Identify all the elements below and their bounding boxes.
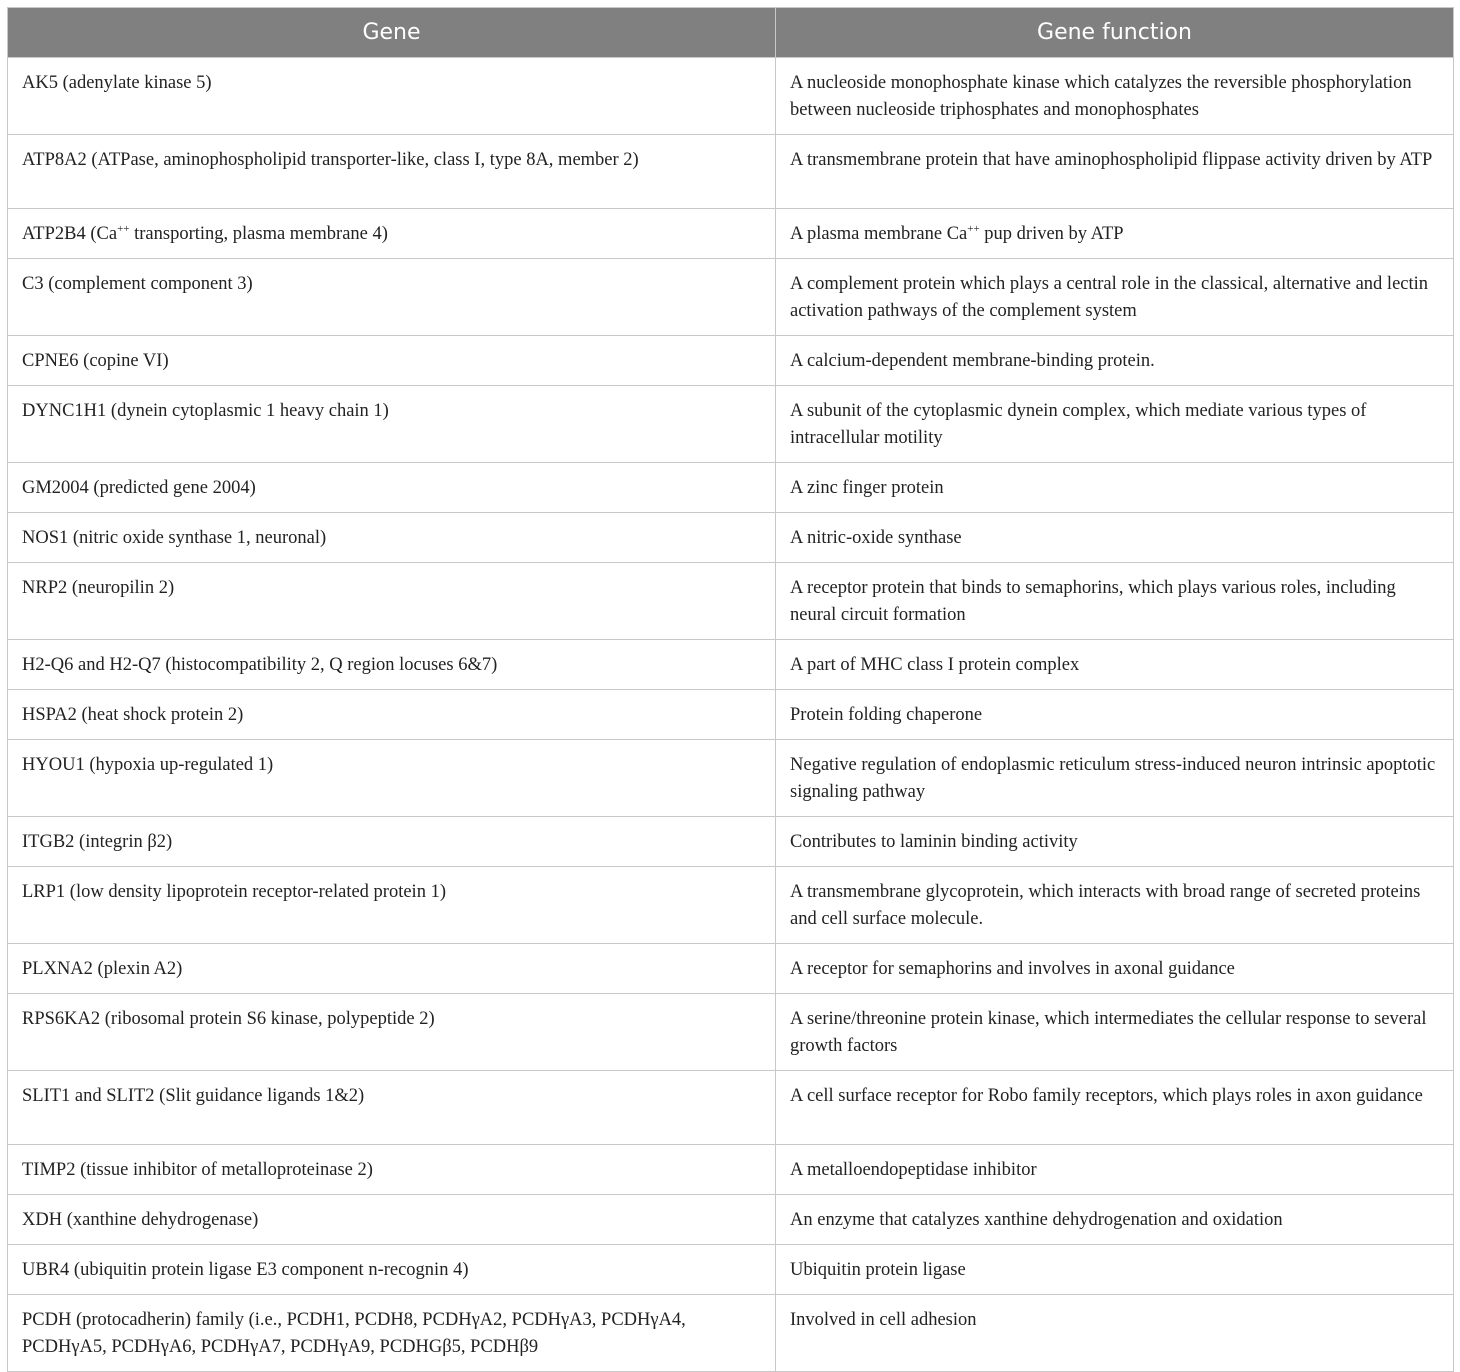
table-row [8,1071,1454,1145]
gene-cell: NRP2 (neuropilin 2) [8,563,776,640]
table-header-row [8,8,1454,58]
table-row [8,1195,1454,1245]
gene-cell: ATP8A2 (ATPase, aminophospholipid transporter-like, class I, type 8A, member 2) [8,135,776,209]
gene-cell: GM2004 (predicted gene 2004) [8,463,776,513]
table-row [8,867,1454,944]
gene-cell: C3 (complement component 3) [8,259,776,336]
gene-cell: LRP1 (low density lipoprotein receptor-related protein 1) [8,867,776,944]
gene-function-table [7,7,1454,1372]
gene-cell: XDH (xanthine dehydrogenase) [8,1195,776,1245]
gene-table-container [7,7,1453,1372]
gene-function-cell: A cell surface receptor for Robo family receptors, which plays roles in axon guidance [776,1071,1454,1145]
gene-cell: UBR4 (ubiquitin protein ligase E3 component n-recognin 4) [8,1245,776,1295]
gene-cell: H2-Q6 and H2-Q7 (histocompatibility 2, Q region locuses 6&7) [8,640,776,690]
gene-cell: ITGB2 (integrin β2) [8,817,776,867]
function-text: A plasma membrane Ca [790,224,968,244]
function-text: pup driven by ATP [979,224,1124,244]
gene-function-cell: A receptor protein that binds to semaphorins, which plays various roles, including neural circuit formation [776,563,1454,640]
superscript: ++ [117,222,130,235]
table-row [8,463,1454,513]
gene-cell: CPNE6 (copine VI) [8,336,776,386]
gene-function-cell: A transmembrane protein that have aminophospholipid flippase activity driven by ATP [776,135,1454,209]
gene-function-cell: A complement protein which plays a central role in the classical, alternative and lectin activation pathways of the complement system [776,259,1454,336]
gene-function-cell: A zinc finger protein [776,463,1454,513]
table-row [8,135,1454,209]
table-row [8,640,1454,690]
table-row [8,336,1454,386]
gene-cell: NOS1 (nitric oxide synthase 1, neuronal) [8,513,776,563]
gene-cell: PLXNA2 (plexin A2) [8,944,776,994]
gene-function-cell: A receptor for semaphorins and involves in axonal guidance [776,944,1454,994]
table-row [8,386,1454,463]
gene-cell: HYOU1 (hypoxia up-regulated 1) [8,740,776,817]
gene-cell: SLIT1 and SLIT2 (Slit guidance ligands 1&2) [8,1071,776,1145]
gene-function-cell: A nitric-oxide synthase [776,513,1454,563]
gene-function-cell: A subunit of the cytoplasmic dynein complex, which mediate various types of intracellular motility [776,386,1454,463]
gene-text: transporting, plasma membrane 4) [129,224,388,244]
gene-function-cell: A serine/threonine protein kinase, which intermediates the cellular response to several growth factors [776,994,1454,1071]
table-row [8,817,1454,867]
gene-cell: HSPA2 (heat shock protein 2) [8,690,776,740]
table-row [8,513,1454,563]
gene-cell: TIMP2 (tissue inhibitor of metalloproteinase 2) [8,1145,776,1195]
column-header-gene: Gene [8,8,776,58]
gene-function-cell: A metalloendopeptidase inhibitor [776,1145,1454,1195]
gene-cell: PCDH (protocadherin) family (i.e., PCDH1, PCDH8, PCDHγA2, PCDHγA3, PCDHγA4, PCDHγA5, PCDHγA6, PCDHγA7, PCDHγA9, PCDHGβ5, PCDHβ9 [8,1295,776,1372]
gene-function-cell: A nucleoside monophosphate kinase which catalyzes the reversible phosphorylation between nucleoside triphosphates and monophosphates [776,58,1454,135]
table-row [8,1295,1454,1372]
table-row [8,944,1454,994]
gene-cell: AK5 (adenylate kinase 5) [8,58,776,135]
gene-cell: RPS6KA2 (ribosomal protein S6 kinase, polypeptide 2) [8,994,776,1071]
table-row [8,209,1454,259]
table-row [8,563,1454,640]
gene-function-cell: A calcium-dependent membrane-binding protein. [776,336,1454,386]
gene-function-cell: Contributes to laminin binding activity [776,817,1454,867]
gene-function-cell: Involved in cell adhesion [776,1295,1454,1372]
column-header-gene-function: Gene function [776,8,1454,58]
superscript: ++ [967,222,980,235]
gene-function-cell [776,209,1454,259]
table-row [8,740,1454,817]
gene-function-cell: An enzyme that catalyzes xanthine dehydrogenation and oxidation [776,1195,1454,1245]
gene-cell: DYNC1H1 (dynein cytoplasmic 1 heavy chain 1) [8,386,776,463]
table-row [8,994,1454,1071]
gene-function-cell: A part of MHC class I protein complex [776,640,1454,690]
table-row [8,690,1454,740]
gene-function-cell: Negative regulation of endoplasmic reticulum stress-induced neuron intrinsic apoptotic signaling pathway [776,740,1454,817]
table-row [8,1245,1454,1295]
gene-cell [8,209,776,259]
gene-text: ATP2B4 (Ca [22,224,118,244]
table-row [8,259,1454,336]
gene-function-cell: Protein folding chaperone [776,690,1454,740]
gene-function-cell: Ubiquitin protein ligase [776,1245,1454,1295]
table-row [8,58,1454,135]
table-row [8,1145,1454,1195]
gene-function-cell: A transmembrane glycoprotein, which interacts with broad range of secreted proteins and cell surface molecule. [776,867,1454,944]
